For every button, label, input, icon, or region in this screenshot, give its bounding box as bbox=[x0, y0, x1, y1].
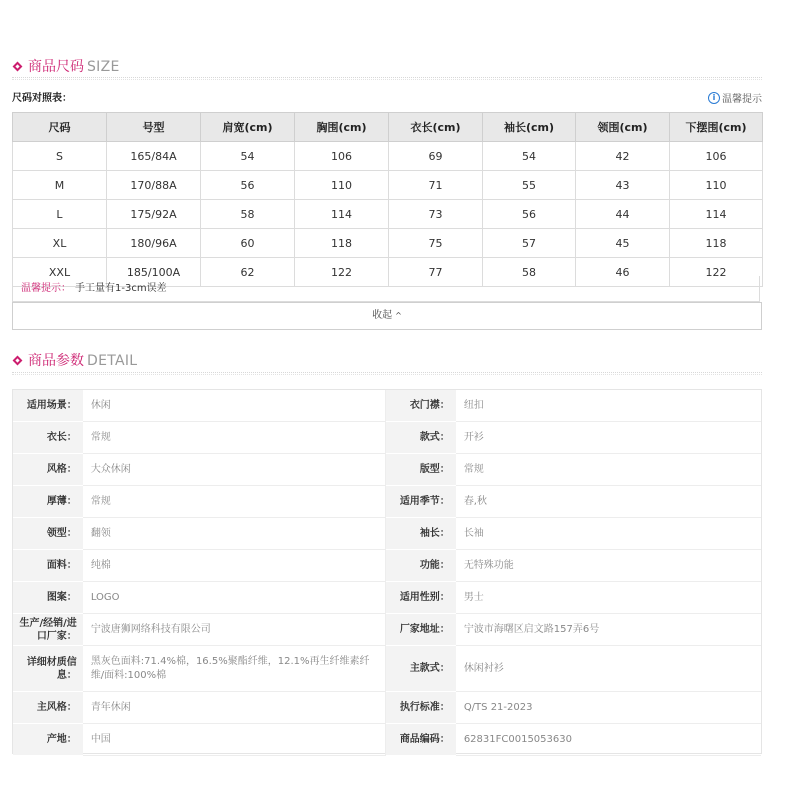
param-value: 宁波唐狮网络科技有限公司 bbox=[83, 614, 386, 646]
table-cell: 180/96A bbox=[107, 229, 201, 258]
param-label: 商品编码： bbox=[386, 724, 456, 756]
table-cell: 46 bbox=[576, 258, 670, 287]
param-value: 休闲 bbox=[83, 390, 386, 422]
column-header: 胸围(cm) bbox=[295, 113, 389, 142]
param-value: LOGO bbox=[83, 582, 386, 614]
column-header: 肩宽(cm) bbox=[201, 113, 295, 142]
table-cell: 44 bbox=[576, 200, 670, 229]
param-label: 衣门襟： bbox=[386, 390, 456, 422]
table-cell: 165/84A bbox=[107, 142, 201, 171]
info-icon: i bbox=[708, 92, 720, 104]
param-row bbox=[13, 724, 761, 756]
table-cell: 106 bbox=[295, 142, 389, 171]
param-label: 详细材质信息： bbox=[13, 646, 83, 692]
table-cell: 75 bbox=[389, 229, 483, 258]
table-cell: 122 bbox=[670, 258, 763, 287]
column-header: 号型 bbox=[107, 113, 201, 142]
param-value: 62831FC0015053630 bbox=[456, 724, 761, 756]
size-title-en: SIZE bbox=[87, 59, 120, 75]
param-value: 春,秋 bbox=[456, 486, 761, 518]
table-cell: 54 bbox=[483, 142, 576, 171]
table-cell: 185/100A bbox=[107, 258, 201, 287]
column-header: 尺码 bbox=[13, 113, 107, 142]
param-label: 风格： bbox=[13, 454, 83, 486]
collapse-button[interactable] bbox=[12, 302, 762, 330]
param-label: 适用性别： bbox=[386, 582, 456, 614]
table-cell: 55 bbox=[483, 171, 576, 200]
param-value: 常规 bbox=[83, 422, 386, 454]
column-header: 袖长(cm) bbox=[483, 113, 576, 142]
table-cell: 62 bbox=[201, 258, 295, 287]
tip-link-label: 温馨提示 bbox=[722, 94, 762, 105]
param-label: 适用季节： bbox=[386, 486, 456, 518]
param-row bbox=[13, 486, 761, 518]
param-value: 翻领 bbox=[83, 518, 386, 550]
param-value: 休闲衬衫 bbox=[456, 646, 761, 692]
collapse-label: 收起 bbox=[372, 310, 393, 321]
diamond-bullet-icon bbox=[13, 356, 23, 366]
table-cell: M bbox=[13, 171, 107, 200]
table-row bbox=[13, 142, 763, 171]
table-header-row bbox=[13, 113, 763, 142]
note-text: 手工量有1-3cm误差 bbox=[75, 283, 167, 294]
table-cell: 58 bbox=[483, 258, 576, 287]
column-header: 领围(cm) bbox=[576, 113, 670, 142]
param-label: 厂家地址： bbox=[386, 614, 456, 646]
table-cell: 73 bbox=[389, 200, 483, 229]
param-value: 大众休闲 bbox=[83, 454, 386, 486]
param-row bbox=[13, 422, 761, 454]
table-cell: 57 bbox=[483, 229, 576, 258]
param-value: 开衫 bbox=[456, 422, 761, 454]
table-cell: 71 bbox=[389, 171, 483, 200]
table-cell: 42 bbox=[576, 142, 670, 171]
table-cell: 122 bbox=[295, 258, 389, 287]
param-value: 中国 bbox=[83, 724, 386, 756]
param-row bbox=[13, 390, 761, 422]
param-label: 衣长： bbox=[13, 422, 83, 454]
param-label: 主风格： bbox=[13, 692, 83, 724]
table-row bbox=[13, 200, 763, 229]
divider bbox=[12, 372, 762, 375]
param-label: 适用场景： bbox=[13, 390, 83, 422]
table-cell: L bbox=[13, 200, 107, 229]
param-label: 领型： bbox=[13, 518, 83, 550]
note-label: 温馨提示： bbox=[21, 283, 71, 294]
param-value: Q/TS 21-2023 bbox=[456, 692, 761, 724]
table-cell: 56 bbox=[201, 171, 295, 200]
param-value: 长袖 bbox=[456, 518, 761, 550]
param-label: 款式： bbox=[386, 422, 456, 454]
param-row bbox=[13, 582, 761, 614]
detail-section-header bbox=[12, 346, 762, 370]
param-label: 主款式： bbox=[386, 646, 456, 692]
table-cell: XXL bbox=[13, 258, 107, 287]
param-value: 纯棉 bbox=[83, 550, 386, 582]
table-cell: 118 bbox=[295, 229, 389, 258]
param-row bbox=[13, 454, 761, 486]
table-cell: 60 bbox=[201, 229, 295, 258]
param-label: 袖长： bbox=[386, 518, 456, 550]
detail-params-table bbox=[12, 389, 762, 754]
param-label: 执行标准： bbox=[386, 692, 456, 724]
param-value: 青年休闲 bbox=[83, 692, 386, 724]
param-label: 版型： bbox=[386, 454, 456, 486]
table-cell: 110 bbox=[670, 171, 763, 200]
param-label: 图案： bbox=[13, 582, 83, 614]
table-cell: XL bbox=[13, 229, 107, 258]
size-chart-caption: 尺码对照表： bbox=[12, 93, 72, 104]
table-cell: 114 bbox=[295, 200, 389, 229]
param-label: 功能： bbox=[386, 550, 456, 582]
table-cell: 45 bbox=[576, 229, 670, 258]
table-cell: 114 bbox=[670, 200, 763, 229]
table-row bbox=[13, 171, 763, 200]
chevron-up-icon: ^ bbox=[395, 311, 402, 320]
param-value: 无特殊功能 bbox=[456, 550, 761, 582]
column-header: 下摆围(cm) bbox=[670, 113, 763, 142]
diamond-bullet-icon bbox=[13, 62, 23, 72]
table-cell: 118 bbox=[670, 229, 763, 258]
param-value: 男士 bbox=[456, 582, 761, 614]
table-row bbox=[13, 229, 763, 258]
param-row bbox=[13, 518, 761, 550]
param-label: 厚薄： bbox=[13, 486, 83, 518]
size-title-cn: 商品尺码 bbox=[28, 59, 84, 75]
param-label: 生产/经销/进口厂家： bbox=[13, 614, 83, 646]
param-value: 宁波市海曙区启文路157弄6号 bbox=[456, 614, 761, 646]
table-cell: 54 bbox=[201, 142, 295, 171]
param-value: 黑灰色面料:71.4%棉，16.5%聚酯纤维，12.1%再生纤维素纤维/面料:100%棉 bbox=[83, 646, 386, 692]
table-cell: 58 bbox=[201, 200, 295, 229]
table-cell: 43 bbox=[576, 171, 670, 200]
detail-title-cn: 商品参数 bbox=[28, 353, 84, 369]
table-cell: 110 bbox=[295, 171, 389, 200]
column-header: 衣长(cm) bbox=[389, 113, 483, 142]
param-row bbox=[13, 550, 761, 582]
param-value: 常规 bbox=[456, 454, 761, 486]
param-label: 产地： bbox=[13, 724, 83, 756]
size-section-header bbox=[12, 52, 762, 76]
table-cell: 77 bbox=[389, 258, 483, 287]
detail-title-en: DETAIL bbox=[87, 353, 138, 369]
param-value: 常规 bbox=[83, 486, 386, 518]
table-cell: S bbox=[13, 142, 107, 171]
table-cell: 56 bbox=[483, 200, 576, 229]
param-row bbox=[13, 614, 761, 646]
param-row bbox=[13, 692, 761, 724]
param-value: 纽扣 bbox=[456, 390, 761, 422]
divider bbox=[12, 77, 762, 80]
table-cell: 106 bbox=[670, 142, 763, 171]
tip-link[interactable] bbox=[708, 90, 762, 105]
param-row bbox=[13, 646, 761, 692]
size-table bbox=[12, 112, 763, 287]
table-cell: 175/92A bbox=[107, 200, 201, 229]
table-cell: 69 bbox=[389, 142, 483, 171]
table-cell: 170/88A bbox=[107, 171, 201, 200]
size-note bbox=[12, 276, 760, 302]
param-label: 面料： bbox=[13, 550, 83, 582]
